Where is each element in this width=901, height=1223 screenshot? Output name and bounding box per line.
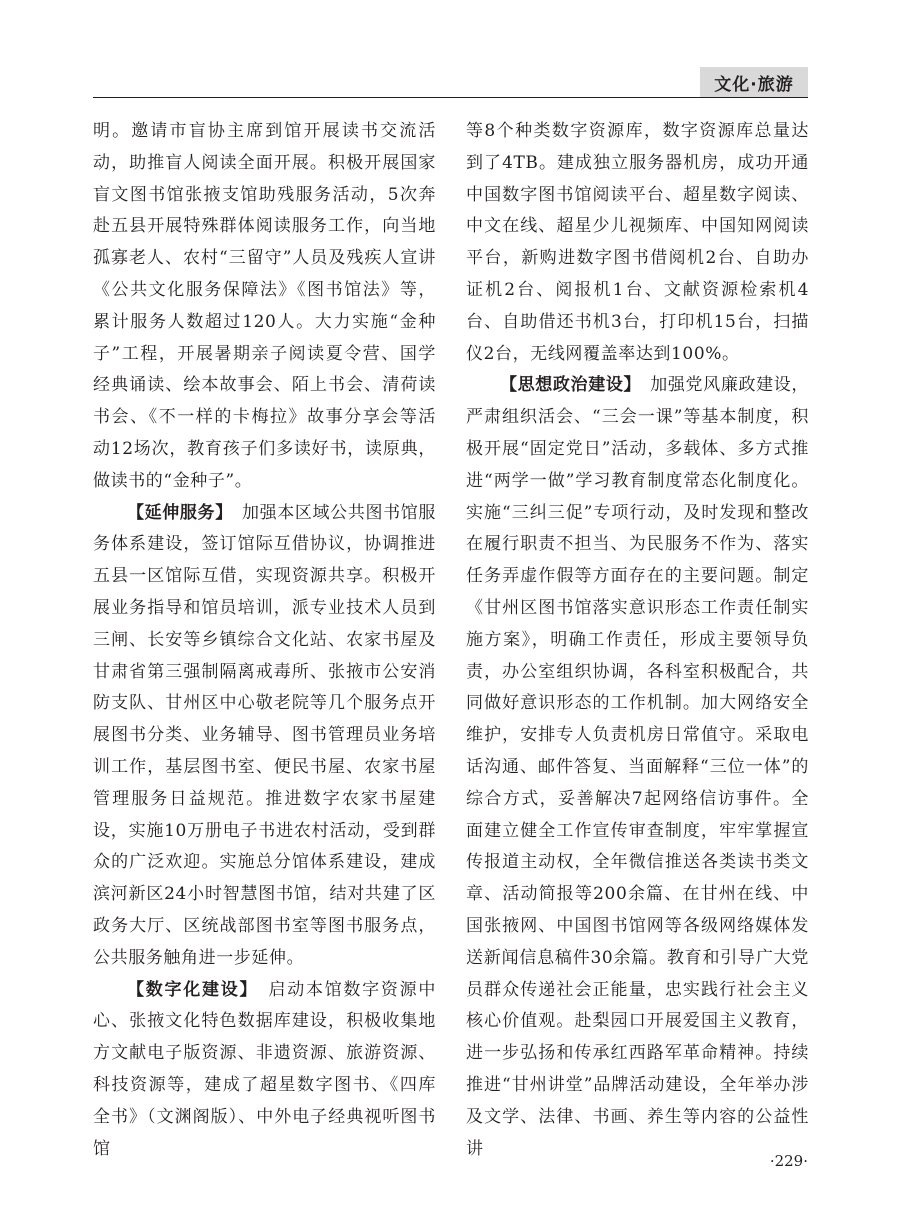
- paragraph-body: 加强党风廉政建设，严肃组织活会、“三会一课”等基本制度，积极开展“固定党日”活动，多载体、多方式推进“两学一做”学习教育制度常态化制度化。实施“三纠三促”专项行动，及时发现和整改在履行职责不担当、为民服务不作为、落实任务弄虚作假等方面存在的主要问题。制定《甘州区图书馆落实意识形态工作责任制实施方案》，明确工作责任，形成主要领导负责，办公室组织协调，各科室积极配合，共同做好意识形态的工作机制。加大网络安全维护，安排专人负责机房日常值守。采取电话沟通、邮件答复、当面解释“三位一体”的综合方式，妥善解决7起网络信访事件。全面建立健全工作宣传审查制度，牢牢掌握宣传报道主动权，全年微信推送各类读书类文章、活动简报等200余篇、在甘州在线、中国张掖网、中国图书馆网等各级网络媒体发送新闻信息稿件30余篇。教育和引导广大党员群众传递社会正能量，忠实践行社会主义核心价值观。赴梨园口开展爱国主义教育，进一步弘扬和传承红西路军革命精神。持续推进“甘州讲堂”品牌活动建设，全年举办涉及文学、法律、书画、养生等内容的公益性讲: [466, 375, 809, 1159]
- paragraph-digital-resources: 等8个种类数字资源库，数字资源库总量达到了4TB。建成独立服务器机房，成功开通中国数字图书馆阅读平台、超星数字阅读、中文在线、超星少儿视频库、中国知网阅读平台，新购进数字图书借阅机2台、自助办证机2台、阅报机1台、文献资源检索机4台、自助借还书机3台，打印机15台，扫描仪2台，无线网覆盖率达到100%。: [466, 121, 809, 364]
- left-column: [93, 116, 436, 1165]
- header-divider: [93, 97, 808, 98]
- paragraph-digitalization: [93, 975, 436, 1166]
- section-label: 文化·旅游: [714, 74, 794, 95]
- paragraph-extended-service: [93, 498, 436, 975]
- page-number: ·229·: [769, 1152, 808, 1170]
- section-heading-extended-service: 【延伸服务】: [127, 502, 225, 523]
- section-header-tab: [700, 67, 808, 97]
- section-heading-political-building: 【思想政治建设】: [500, 375, 633, 396]
- section-heading-digitalization: 【数字化建设】: [127, 979, 250, 1000]
- right-column: [466, 116, 809, 1165]
- paragraph-body: 加强本区域公共图书馆服务体系建设，签订馆际互借协议，协调推进五县一区馆际互借，实现资源共享。积极开展业务指导和馆员培训，派专业技术人员到三闸、长安等乡镇综合文化站、农家书屋及甘肃省第三强制隔离戒毒所、张掖市公安消防支队、甘州区中心敬老院等几个服务点开展图书分类、业务辅导、图书管理员业务培训工作，基层图书室、便民书屋、农家书屋管理服务日益规范。推进数字农家书屋建设，实施10万册电子书进农村活动，受到群众的广泛欢迎。实施总分馆体系建设，建成滨河新区24小时智慧图书馆，结对共建了区政务大厅、区统战部图书室等图书服务点，公共服务触角进一步延伸。: [93, 502, 436, 968]
- paragraph-body: 启动本馆数字资源中心、张掖文化特色数据库建设，积极收集地方文献电子版资源、非遗资源、旅游资源、科技资源等，建成了超星数字图书、《四库全书》（文渊阁版）、中外电子经典视听图书馆: [93, 979, 437, 1159]
- paragraph-political-building: [466, 370, 809, 1165]
- paragraph-blind-reading: 明。邀请市盲协主席到馆开展读书交流活动，助推盲人阅读全面开展。积极开展国家盲文图书馆张掖支馆助残服务活动，5次奔赴五县开展特殊群体阅读服务工作，向当地孤寡老人、农村“三留守”人员及残疾人宣讲《公共文化服务保障法》《图书馆法》等，累计服务人数超过120人。大力实施“金种子”工程，开展暑期亲子阅读夏令营、国学经典诵读、绘本故事会、陌上书会、清荷读书会、《不一样的卡梅拉》故事分享会等活动12场次，教育孩子们多读好书，读原典，做读书的“金种子”。: [93, 121, 436, 491]
